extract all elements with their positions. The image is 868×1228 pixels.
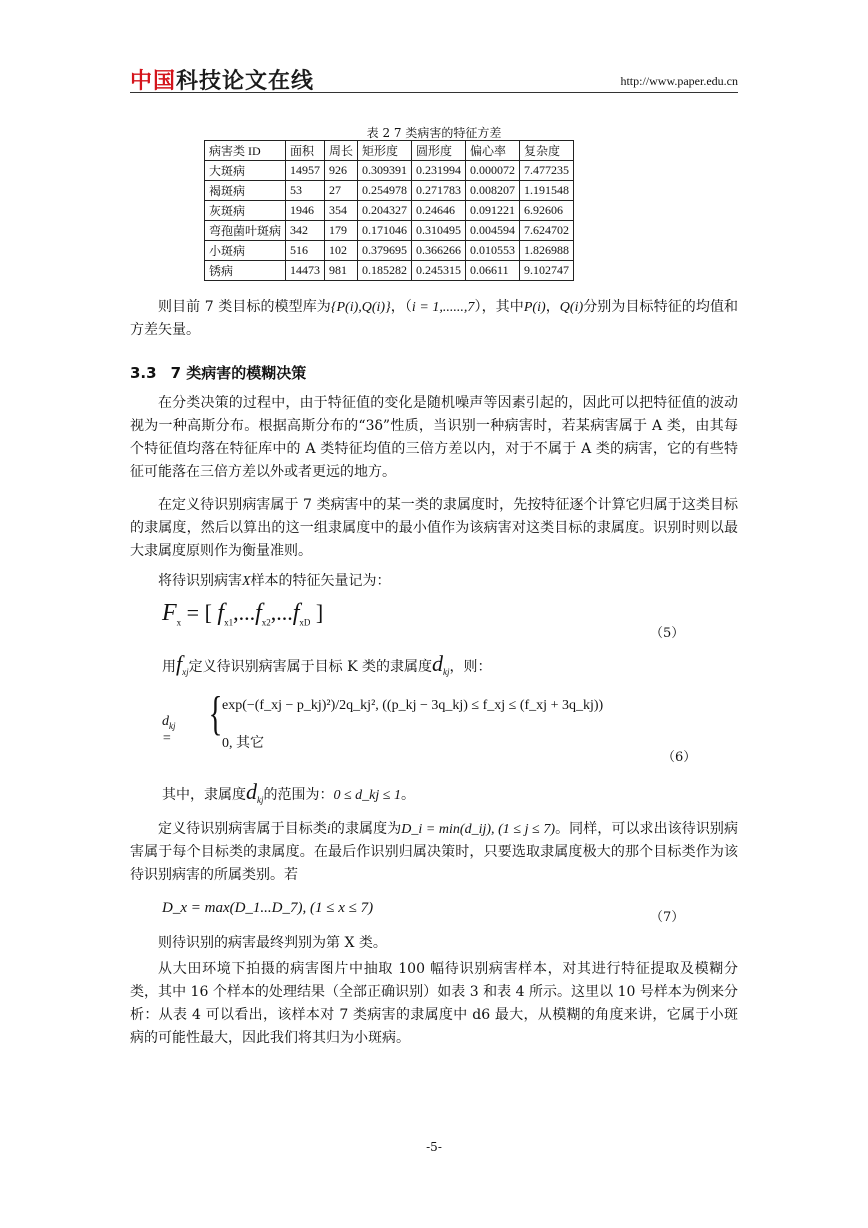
table-cell: 面积 [286, 141, 325, 161]
feature-variance-table [204, 140, 574, 281]
table-cell: 0.004594 [466, 221, 520, 241]
equation-7: D_x = max(D_1...D_7), (1 ≤ x ≤ 7) [162, 900, 374, 916]
eq6-case2: 0, 其它 [222, 736, 264, 751]
paragraph-membership: 在定义待识别病害属于 7 类病害中的某一类的隶属度时，先按特征逐个计算它归属于这类目标的隶属度，然后以算出的这一组隶属度中的最小值作为该病害对这类目标的隶属度。识别时则以最大隶属度原则作为衡量准则。 [130, 497, 738, 559]
table-row [205, 181, 574, 201]
math-model-set: {P(i),Q(i)} [330, 300, 391, 315]
table-cell: 弯孢菌叶斑病 [205, 221, 286, 241]
table-cell: 102 [325, 241, 358, 261]
paragraph-feature-vector [130, 570, 738, 593]
math-d-kj: d [431, 651, 443, 676]
table-cell: 0.000072 [466, 161, 520, 181]
table-cell: 9.102747 [520, 261, 574, 281]
table-cell: 灰斑病 [205, 201, 286, 221]
paragraph-experiment: 从大田环境下拍摄的病害图片中抽取 100 幅待识别病害样本，对其进行特征提取及模糊分类，其中 16 个样本的处理结果（全部正确识别）如表 3 和表 4 所示。这里以 10 号样本为例来分析：从表 4 可以看出，该样本对 7 类病害的隶属度中 d6 最大，从模糊的角度来讲，它属于小斑病的可能性最大，因此我们将其归为小斑病。 [130, 961, 738, 1046]
eq6-lhs: $d_{kj}$ = [162, 714, 176, 746]
table-cell: 1.191548 [520, 181, 574, 201]
table-row [205, 221, 574, 241]
table-cell: 179 [325, 221, 358, 241]
text: 用 [162, 659, 176, 675]
paragraph-model-library [130, 296, 738, 342]
table-cell: 偏心率 [466, 141, 520, 161]
table-cell: 锈病 [205, 261, 286, 281]
table-cell: 0.271783 [412, 181, 466, 201]
table-cell: 0.379695 [358, 241, 412, 261]
table-row [205, 161, 574, 181]
table-cell: 342 [286, 221, 325, 241]
table-cell: 0.254978 [358, 181, 412, 201]
table-cell: 981 [325, 261, 358, 281]
table-cell: 0.008207 [466, 181, 520, 201]
table-cell: 0.171046 [358, 221, 412, 241]
text: ，则： [449, 659, 492, 675]
logo-red-text: 中国 [130, 69, 177, 94]
text: 则目前 7 类目标的模型库为 [158, 299, 331, 315]
table-row [205, 241, 574, 261]
paragraph-gaussian: 在分类决策的过程中，由于特征值的变化是随机噪声等因素引起的，因此可以把特征值的波动视为一种高斯分布。根据高斯分布的“3δ”性质，当识别一种病害时，若某病害属于 A 类，由其每个特征值均落在特征库中的 A 类特征均值的三倍方差以内，对于不属于 A 类的病害，它的有些特征可能落在三倍方差以外或者更远的地方。 [130, 395, 738, 480]
table-cell: 小斑病 [205, 241, 286, 261]
table-row [205, 201, 574, 221]
math-p: P(i) [523, 300, 546, 315]
text: 其中，隶属度 [162, 787, 246, 803]
table-cell: 0.24646 [412, 201, 466, 221]
table-cell: 6.92606 [520, 201, 574, 221]
table-cell: 0.245315 [412, 261, 466, 281]
table-cell: 0.091221 [466, 201, 520, 221]
table-cell: 0.309391 [358, 161, 412, 181]
table-row [205, 261, 574, 281]
text: 样本的特征矢量记为： [250, 573, 391, 589]
table-cell: 1946 [286, 201, 325, 221]
paragraph-define-d: 用$f_{xj}$定义待识别病害属于目标 K 类的隶属度$d_{kj}$，则： [162, 651, 492, 677]
math-x: X [242, 574, 251, 589]
table-cell: 516 [286, 241, 325, 261]
eq6-case1: exp(−(f_xj − p_kj)²)/2q_kj², ((p_kj − 3q_kj) ≤ f_xj ≤ (f_xj + 3q_kj)) [222, 698, 604, 713]
table-cell: 926 [325, 161, 358, 181]
equation-6-label: （6） [662, 750, 697, 765]
math-index-range: i = 1,......,7 [411, 300, 475, 315]
table-cell: 7.477235 [520, 161, 574, 181]
table-cell: 0.366266 [412, 241, 466, 261]
table-cell: 周长 [325, 141, 358, 161]
table-cell: 1.826988 [520, 241, 574, 261]
text: 的范围为： [263, 787, 334, 803]
table-cell: 0.010553 [466, 241, 520, 261]
table-cell: 褐斑病 [205, 181, 286, 201]
text: ，（ [390, 299, 412, 315]
eq6-brace: { [208, 687, 223, 740]
table-cell: 矩形度 [358, 141, 412, 161]
paragraph-class-membership [130, 818, 738, 887]
section-number: 3.3 [130, 364, 157, 382]
table-cell: 354 [325, 201, 358, 221]
table-cell: 0.204327 [358, 201, 412, 221]
text: 定义待识别病害属于目标 K 类的隶属度 [188, 659, 432, 675]
table-cell: 复杂度 [520, 141, 574, 161]
table-cell: 0.310495 [412, 221, 466, 241]
table-cell: 0.231994 [412, 161, 466, 181]
table-caption: 表 2 7 类病害的特征方差 [366, 126, 502, 140]
table-cell: 27 [325, 181, 358, 201]
equation-5: $F_x$ = [ $f_{x1},...f_{x2},...f_{xD}$ ] [162, 600, 324, 628]
table-body [205, 141, 574, 281]
table-cell: 14473 [286, 261, 325, 281]
page-number: -5- [426, 1140, 442, 1154]
text: 。 [400, 787, 415, 803]
section-title: 7 类病害的模糊决策 [170, 364, 307, 382]
equation-7-label: （7） [650, 910, 685, 925]
journal-logo [130, 64, 314, 95]
text: 。同样，可以求出该待识别病害属于每个目标类的隶属度。在最后作识别归属决策时，只要选取隶属度极大的那个目标类作为该待识别病害的所属类别。若 [130, 821, 738, 883]
math-range: 0 ≤ d_kj ≤ 1 [333, 788, 401, 803]
table-cell: 14957 [286, 161, 325, 181]
text: ），其中 [474, 299, 524, 315]
text: 将待识别病害 [158, 573, 242, 589]
math-min: D_i = min(d_ij), (1 ≤ j ≤ 7) [401, 822, 555, 837]
math-i: i [326, 822, 331, 837]
table-cell: 0.06611 [466, 261, 520, 281]
logo-dark-text: 科技论文在线 [176, 69, 315, 94]
text: 分别为目标特征的均值和方差矢量。 [130, 299, 739, 338]
table-header-row [205, 141, 574, 161]
math-f-xj: f [176, 651, 183, 676]
text: 定义待识别病害属于目标类 [158, 821, 327, 837]
table-cell: 7.624702 [520, 221, 574, 241]
table-cell: 病害类 ID [205, 141, 286, 161]
paragraph-result: 则待识别的病害最终判别为第 X 类。 [158, 935, 387, 951]
section-heading [130, 362, 306, 383]
table-cell: 大斑病 [205, 161, 286, 181]
text: ， [545, 299, 560, 315]
table-cell: 圆形度 [412, 141, 466, 161]
paragraph-range: 其中，隶属度$d_{kj}$的范围为：0 ≤ d_kj ≤ 1。 [162, 779, 415, 805]
math-q: Q(i) [559, 300, 584, 315]
text: 的隶属度为 [330, 821, 402, 837]
header-url[interactable]: http://www.paper.edu.cn [620, 74, 738, 88]
equation-5-label: （5） [650, 626, 685, 641]
header-rule [130, 92, 738, 93]
table-cell: 53 [286, 181, 325, 201]
math-d-kj: d [246, 779, 257, 804]
table-cell: 0.185282 [358, 261, 412, 281]
